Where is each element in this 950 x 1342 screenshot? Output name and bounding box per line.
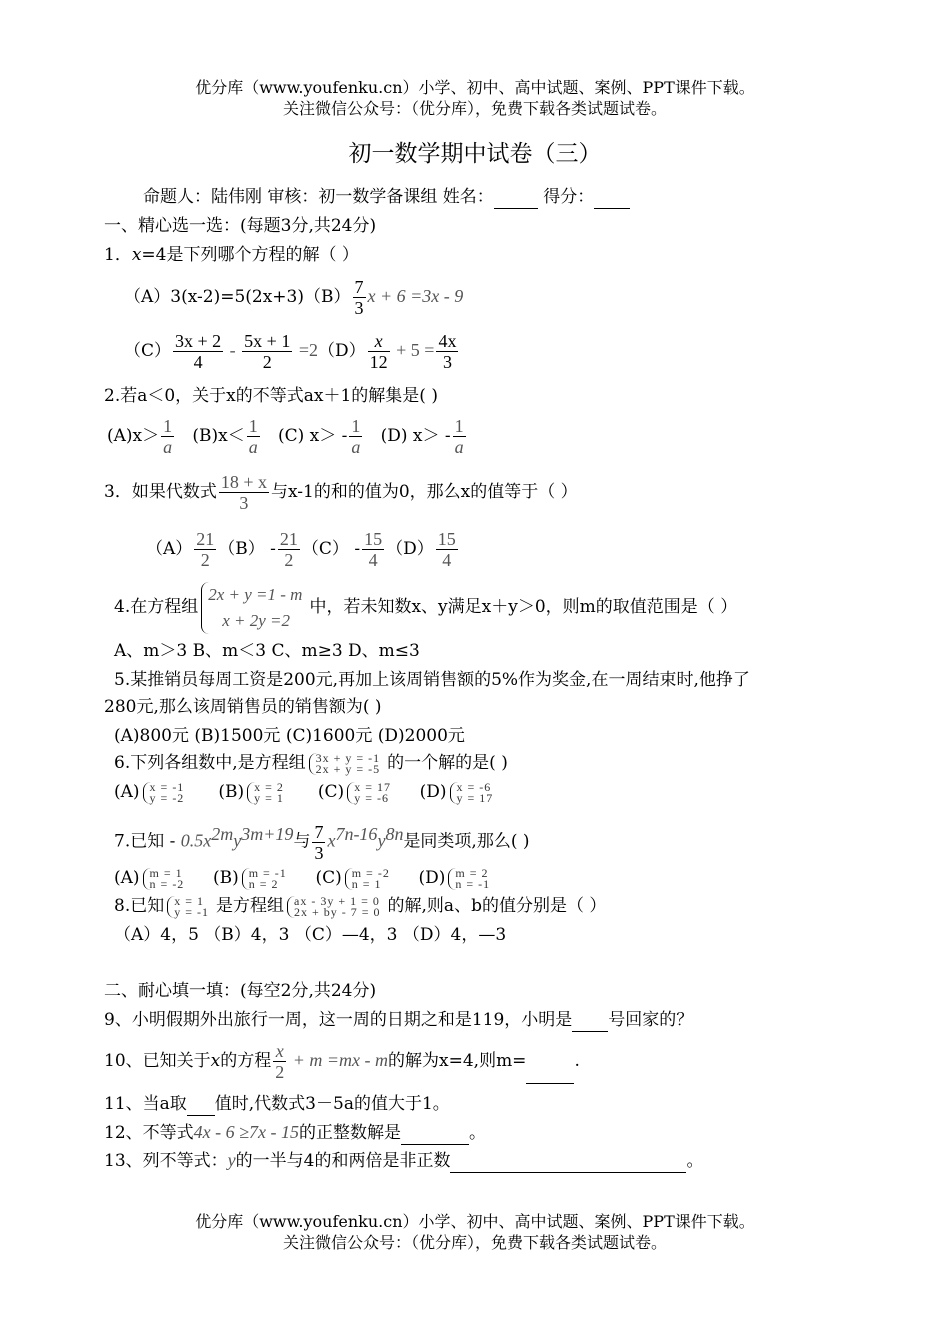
fraction-numerator: 1 (351, 416, 361, 436)
q12-blank (401, 1122, 469, 1145)
page-title: 初一数学期中试卷（三） (348, 141, 602, 167)
q4-options: A、m＞3 B、m＜3 C、m≥3 D、m≤3 (114, 641, 420, 661)
q6-option-b: (B) (218, 782, 245, 802)
q10-equation: + m =mx - m (288, 1050, 389, 1070)
q1-options-ab (124, 274, 463, 318)
q8-stem (114, 893, 606, 919)
q3-frac-b (278, 529, 300, 570)
q8-equation-system (287, 893, 385, 919)
q2-option-d: (D) x＞ - (380, 426, 451, 446)
q5-line-2: 280元,那么该周销售员的销售额为( ) (104, 697, 382, 717)
q1-option-b-label: （B） (304, 287, 351, 307)
q7-exp1: 2m (211, 824, 234, 844)
section-1-heading: 一、精心选一选：(每题3分,共24分) (104, 216, 377, 236)
q7-exp2: 3m+19 (241, 824, 294, 844)
q3-option-c: （C） - (301, 539, 361, 559)
q4-eq1: 2x + y =1 - m (208, 584, 303, 604)
header-line-2: 关注微信公众号：（优分库），免费下载各类试题试卷。 (282, 99, 667, 118)
system-row: m = 1 (149, 865, 183, 880)
q9-text-b: 号回家的？ (608, 1010, 694, 1030)
fraction-denominator: a (351, 437, 361, 457)
system-row: 2x + y = -5 (315, 761, 381, 776)
q10-text-d: . (574, 1051, 580, 1071)
fraction-denominator: a (248, 437, 258, 457)
q10-text-c: 的解为x=4,则m= (388, 1051, 527, 1071)
q7-option-b-system (242, 865, 291, 891)
score-label: 得分： (537, 187, 595, 207)
q7-text-b: 是同类项,那么( ) (403, 831, 530, 852)
q9-blank (572, 1009, 608, 1032)
fraction-numerator: 15 (437, 529, 456, 549)
q12-text-a: 12、不等式 (104, 1123, 194, 1143)
system-row: y = 1 (254, 790, 284, 805)
q4-eq2: x + 2y =2 (222, 610, 291, 630)
system-row: m = -2 (351, 865, 390, 880)
q12-inequality: 4x - 6 ≥7x - 15 (193, 1122, 299, 1142)
q1-number: 1． (104, 245, 132, 265)
fraction-denominator: 3 (442, 352, 452, 372)
fraction-denominator: 4 (368, 550, 378, 570)
system-row: n = 1 (351, 876, 382, 891)
q7-option-b: (B) (212, 868, 239, 888)
q1-option-d-mid: + 5 = (391, 340, 435, 360)
q6-option-a-system (143, 779, 189, 805)
q6-stem (114, 750, 508, 776)
q1-option-c-rest: =2 (294, 340, 318, 360)
q2-stem: 2.若a＜0，关于x的不等式ax＋1的解集是( ) (104, 386, 438, 406)
q12 (104, 1121, 486, 1145)
system-row: m = 2 (455, 865, 489, 880)
system-row: 3x + y = -1 (315, 750, 381, 765)
q6-option-a: (A) (114, 782, 140, 802)
fraction-numerator: 1 (248, 416, 258, 436)
q13-text-b: 的一半与4的和两倍是非正数 (235, 1151, 451, 1171)
q4-text-a: 4.在方程组 (114, 597, 199, 617)
q3-option-a: （A） (146, 539, 193, 559)
section-2-heading: 二、耐心填一填：(每空2分,共24分) (104, 981, 377, 1001)
q2-option-b: (B)x＜ (192, 426, 245, 446)
q1-option-b-fraction (353, 277, 366, 318)
q3-fraction (219, 472, 269, 513)
q1-option-b-rest: x + 6 =3x - 9 (367, 286, 464, 306)
q8-text-b: 是方程组 (216, 896, 284, 916)
q3-option-d: （D） (386, 539, 434, 559)
q7-exp3: 7n-16 (335, 824, 378, 844)
score-blank (594, 186, 630, 209)
q3-stem (104, 470, 578, 514)
fraction-numerator: 1 (163, 416, 173, 436)
q3-frac-c (362, 529, 384, 570)
q6-system (309, 750, 385, 776)
q13-var: y (227, 1150, 236, 1170)
fraction-denominator: 2 (275, 1062, 285, 1082)
q1-option-d-frac2 (436, 331, 458, 372)
q1-option-d-frac1 (368, 331, 390, 372)
system-row: y = 17 (456, 790, 494, 805)
q2-option-a: (A)x＞ (107, 426, 160, 446)
fraction-denominator: 3 (354, 298, 364, 318)
q11-text-a: 11、当a取 (104, 1094, 187, 1114)
q7-option-d: (D) (418, 868, 446, 888)
q6-text-a: 6.下列各组数中,是方程组 (114, 753, 306, 773)
q6-option-b-system (247, 779, 288, 805)
q6-option-c: (C) (317, 782, 345, 802)
fraction-denominator: 4 (442, 550, 452, 570)
name-blank (494, 186, 538, 209)
q1-stem (104, 244, 359, 266)
q13-text-c: 。 (686, 1151, 704, 1171)
system-row: 2x + by - 7 = 0 (294, 904, 381, 919)
q4-stem (114, 580, 737, 634)
q1-option-c-frac2 (242, 331, 292, 372)
q2-frac-b (247, 416, 260, 457)
q2-option-c: (C) x＞ - (277, 426, 348, 446)
q7-text-a: 7.已知 - (114, 831, 176, 852)
q2-frac-c (349, 416, 362, 457)
q6-option-d-system (450, 779, 498, 805)
q3-frac-a (194, 529, 216, 570)
q7-exp4: 8n (385, 824, 404, 844)
q1-option-c-minus: - (225, 340, 241, 360)
fraction-numerator: 15 (364, 529, 383, 549)
q7-term1: 0.5x (180, 830, 212, 851)
fraction-denominator: 3 (314, 842, 324, 863)
fraction-numerator: 7 (314, 821, 324, 842)
q1-option-c-frac1 (173, 331, 223, 372)
q8-text-a: 8.已知 (114, 896, 165, 916)
q3-option-b: （B） - (218, 539, 276, 559)
q10 (104, 1038, 580, 1082)
q7-x2: x (327, 830, 336, 851)
q1-option-c-label: （C） (124, 341, 172, 361)
q7-options (114, 865, 497, 891)
q2-options (107, 414, 468, 458)
fraction-denominator: 2 (284, 550, 294, 570)
q9 (104, 1009, 693, 1032)
q1-var: x (131, 245, 142, 265)
footer-line-2: 关注微信公众号：（优分库），免费下载各类试题试卷。 (282, 1233, 667, 1252)
q10-var: x (210, 1051, 221, 1071)
fraction-denominator: 2 (200, 550, 210, 570)
system-row: n = 2 (248, 876, 279, 891)
fraction-denominator: 2 (262, 352, 272, 372)
header-line-1: 优分库（www.youfenku.cn）小学、初中、高中试题、案例、PPT课件下载。 (195, 78, 755, 97)
fraction-numerator: 21 (279, 529, 298, 549)
q13-text-a: 13、列不等式： (104, 1151, 228, 1171)
q8-solution-system (167, 893, 213, 919)
q3-frac-d (436, 529, 458, 570)
q10-fraction (273, 1041, 286, 1082)
q7-fraction (312, 822, 325, 863)
q6-options (114, 779, 500, 805)
fraction-numerator: 3x + 2 (175, 331, 222, 351)
fraction-denominator: a (454, 437, 464, 457)
q1-option-a: （A）3(x-2)=5(2x+3) (124, 287, 304, 307)
system-row: y = -6 (354, 790, 389, 805)
q8-options: （A）4，5 （B）4，3 （C）—4，3 （D）4，—3 (114, 925, 507, 945)
q11-blank (187, 1093, 215, 1116)
system-row: x = 2 (254, 779, 284, 794)
q7-stem (114, 812, 530, 863)
q3-options (146, 527, 460, 571)
system-row: x = -1 (149, 779, 185, 794)
q4-equation-system (201, 582, 306, 634)
fraction-numerator: 4x (438, 331, 457, 351)
q10-text-b: 的方程 (220, 1051, 272, 1071)
system-row: x = 17 (354, 779, 391, 794)
q11 (104, 1093, 450, 1116)
q7-option-a: (A) (114, 868, 140, 888)
q10-blank (526, 1039, 574, 1084)
q2-frac-d (453, 416, 466, 457)
q13 (104, 1149, 703, 1173)
q7-mid: 与 (293, 831, 311, 852)
q12-text-c: 。 (469, 1123, 486, 1143)
q10-text-a: 10、已知关于 (104, 1051, 211, 1071)
q7-option-a-system (143, 865, 189, 891)
q1-text: =4是下列哪个方程的解（ ） (141, 245, 359, 265)
q11-text-b: 值时,代数式3－5a的值大于1。 (214, 1094, 450, 1114)
system-row: m = -1 (248, 865, 287, 880)
q7-option-c: (C) (315, 868, 342, 888)
system-row: ax - 3y + 1 = 0 (294, 893, 380, 908)
fraction-numerator: x (273, 1041, 286, 1062)
system-row: n = -1 (455, 876, 491, 891)
q9-text-a: 9、小明假期外出旅行一周，这一周的日期之和是119，小明是 (104, 1010, 573, 1030)
q2-frac-a (161, 416, 174, 457)
q13-blank (450, 1150, 686, 1173)
fraction-denominator: 3 (239, 493, 249, 513)
q7-option-c-system (345, 865, 394, 891)
fraction-denominator: 12 (369, 352, 388, 372)
q1-options-cd (124, 328, 460, 372)
fraction-numerator: x (368, 331, 390, 352)
q7-y2: y (377, 830, 386, 851)
q6-option-c-system (347, 779, 395, 805)
system-row: y = -2 (149, 790, 185, 805)
q8-text-c: 的解,则a、b的值分别是（ ） (387, 896, 607, 916)
q3-text-a: 3．如果代数式 (104, 482, 217, 502)
system-row: x = 1 (174, 893, 205, 908)
fraction-denominator: a (163, 437, 173, 457)
q1-option-d-label: （D） (317, 341, 366, 361)
q7-option-d-system (448, 865, 494, 891)
system-row: x = -6 (456, 779, 492, 794)
system-row: n = -2 (149, 876, 185, 891)
fraction-numerator: 5x + 1 (244, 331, 291, 351)
q6-text-b: 的一个解的是( ) (387, 753, 508, 773)
system-row: y = -1 (174, 904, 209, 919)
fraction-numerator: 1 (454, 416, 464, 436)
footer-line-1: 优分库（www.youfenku.cn）小学、初中、高中试题、案例、PPT课件下载。 (195, 1212, 755, 1231)
q4-text-b: 中，若未知数x、y满足x＋y＞0，则m的取值范围是（ ） (309, 597, 738, 617)
q6-option-d: (D) (419, 782, 447, 802)
q5-line-1: 5.某推销员每周工资是200元,再加上该周销售额的5%作为奖金,在一周结束时,他挣了 (114, 670, 750, 690)
q5-options: (A)800元 (B)1500元 (C)1600元 (D)2000元 (114, 726, 465, 746)
q7-y1: y (233, 830, 242, 851)
q3-text-b: 与x-1的和的值为0，那么x的值等于（ ） (270, 482, 578, 502)
fraction-numerator: 7 (354, 277, 364, 297)
fraction-denominator: 4 (193, 352, 203, 372)
exam-meta (143, 186, 630, 209)
q12-text-b: 的正整数解是 (299, 1123, 401, 1143)
meta-text: 命题人：陆伟刚 审核：初一数学备课组 姓名： (143, 187, 494, 207)
fraction-numerator: 21 (196, 529, 215, 549)
fraction-numerator: 18 + x (220, 472, 267, 492)
